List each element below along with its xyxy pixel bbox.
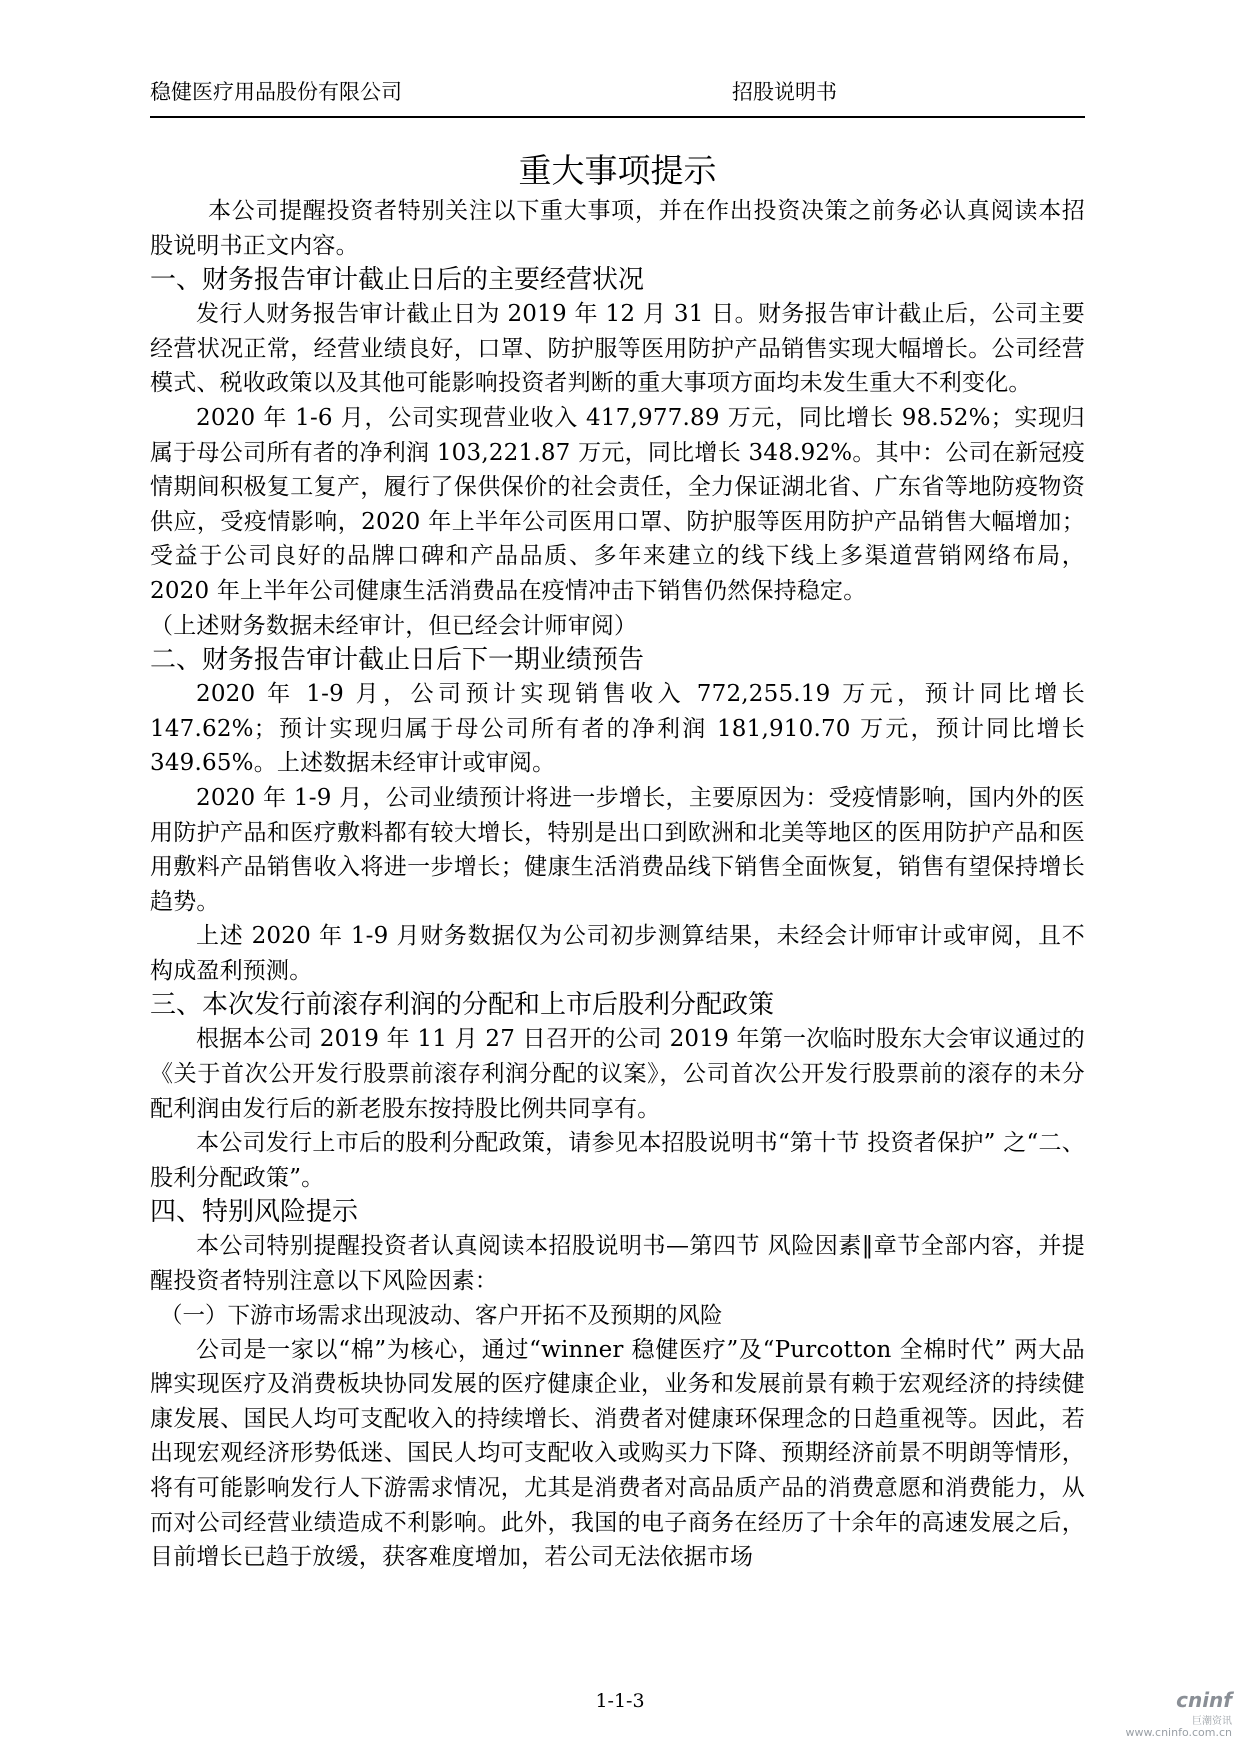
section-4-subheading: （一）下游市场需求出现波动、客户开拓不及预期的风险 [160, 1302, 723, 1329]
header-divider [150, 116, 1085, 118]
section-3-paragraph-1: 根据本公司 2019 年 11 月 27 日召开的公司 2019 年第一次临时股东大会审议通过的《关于首次公开发行股票前滚存利润分配的议案》，公司首次公开发行股票前的滚存的未分配利润由发行后的新老股东按持股比例共同享有。 [150, 1026, 1085, 1122]
page-header [150, 76, 1085, 116]
section-2-paragraph-3: 上述 2020 年 1-9 月财务数据仅为公司初步测算结果，未经会计师审计或审阅，且不构成盈利预测。 [150, 923, 1085, 984]
section-3-heading: 三、本次发行前滚存利润的分配和上市后股利分配政策 [150, 990, 775, 1021]
section-4-sub-paragraph-1: 公司是一家以“棉”为核心，通过“winner 稳健医疗”及“Purcotton 全棉时代” 两大品牌实现医疗及消费板块协同发展的医疗健康企业，业务和发展前景有赖于宏观经济的持续健康发展、国民人均可支配收入的持续增长、消费者对健康环保理念的日趋重视等。因此，若出现宏观经济形势低迷、国民人均可支配收入或购买力下降、预期经济前景不明朗等情形，将有可能影响发行人下游需求情况，尤其是消费者对高品质产品的消费意愿和消费能力，从而对公司经营业绩造成不利影响。此外，我国的电子商务在经历了十余年的高速发展之后，目前增长已趋于放缓，获客难度增加，若公司无法依据市场 [150, 1336, 1085, 1571]
section-2-paragraph-1: 2020 年 1-9 月，公司预计实现销售收入 772,255.19 万元，预计同比增长 147.62%；预计实现归属于母公司所有者的净利润 181,910.70 万元，预计同比增长 349.65%。上述数据未经审计或审阅。 [150, 681, 1085, 777]
cninfo-logo [1125, 1688, 1232, 1740]
section-2-heading: 二、财务报告审计截止日后下一期业绩预告 [150, 645, 645, 676]
section-1-paragraph-2: 2020 年 1-6 月，公司实现营业收入 417,977.89 万元，同比增长 98.52%；实现归属于母公司所有者的净利润 103,221.87 万元，同比增长 348.92%。其中：公司在新冠疫情期间积极复工复产，履行了保供保价的社会责任，全力保证湖北省、广东省等地防疫物资供应，受疫情影响，2020 年上半年公司医用口罩、防护服等医用防护产品销售大幅增加；受益于公司良好的品牌口碑和产品品质、多年来建立的线下线上多渠道营销网络布局，2020 年上半年公司健康生活消费品在疫情冲击下销售仍然保持稳定。 [150, 404, 1085, 604]
page-number: 1-1-3 [595, 1690, 645, 1712]
header-company-name: 稳健医疗用品股份有限公司 [150, 80, 402, 104]
header-document-type: 招股说明书 [732, 80, 837, 104]
section-1-note: （上述财务数据未经审计，但已经会计师审阅） [150, 612, 638, 639]
logo-brand-text: cninf [1176, 1688, 1232, 1712]
intro-paragraph: 本公司提醒投资者特别关注以下重大事项，并在作出投资决策之前务必认真阅读本招股说明书正文内容。 [150, 198, 1085, 259]
section-1-paragraph-1: 发行人财务报告审计截止日为 2019 年 12 月 31 日。财务报告审计截止后，公司主要经营状况正常，经营业绩良好，口罩、防护服等医用防护产品销售实现大幅增长。公司经营模式、税收政策以及其他可能影响投资者判断的重大事项方面均未发生重大不利变化。 [150, 301, 1085, 397]
logo-chinese-text: 巨潮资讯 [1192, 1716, 1232, 1727]
document-body [150, 150, 1085, 1575]
section-3-paragraph-2: 本公司发行上市后的股利分配政策，请参见本招股说明书“第十节 投资者保护” 之“二、股利分配政策”。 [150, 1130, 1085, 1191]
section-2-paragraph-2: 2020 年 1-9 月，公司业绩预计将进一步增长，主要原因为：受疫情影响，国内外的医用防护产品和医疗敷料都有较大增长，特别是出口到欧洲和北美等地区的医用防护产品和医用敷料产品销售收入将进一步增长；健康生活消费品线下销售全面恢复，销售有望保持增长趋势。 [150, 784, 1085, 915]
page-title: 重大事项提示 [518, 151, 717, 190]
logo-url-text: www.cninfo.com.cn [1125, 1726, 1232, 1739]
section-1-heading: 一、财务报告审计截止日后的主要经营状况 [150, 265, 645, 296]
section-4-heading: 四、特别风险提示 [150, 1197, 359, 1228]
section-4-paragraph-1: 本公司特别提醒投资者认真阅读本招股说明书—第四节 风险因素‖章节全部内容，并提醒投资者特别注意以下风险因素： [150, 1233, 1085, 1295]
